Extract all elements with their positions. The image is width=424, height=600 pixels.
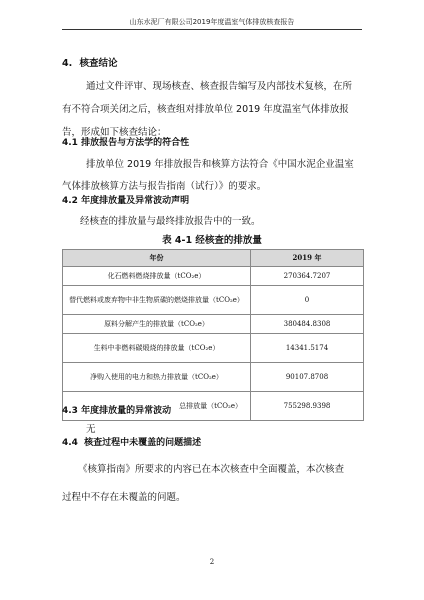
section-4-3-number: 4.3 <box>62 406 78 416</box>
table-row-value: 14341.5174 <box>251 334 364 363</box>
table-row <box>63 334 364 363</box>
section-4-para-line-1: 通过文件评审、现场核查、核查报告编写及内部技术复核，在所 <box>86 81 353 92</box>
section-4-heading <box>62 55 118 69</box>
table-row <box>63 286 364 315</box>
emissions-table <box>62 249 364 421</box>
section-4-para-line-3: 告，形成如下核查结论： <box>62 127 167 138</box>
section-4-2-para: 经核查的排放量与最终排放报告中的一致。 <box>80 216 261 227</box>
running-header: 山东水泥厂有限公司2019年度温室气体排放核查报告 <box>129 18 295 26</box>
table-row-value: 90107.8708 <box>251 363 364 392</box>
section-4-title: 核查结论 <box>79 58 118 69</box>
table-row-label: 化石燃料燃烧排放量（tCO₂e） <box>63 267 251 286</box>
table-row-label: 净购入使用的电力和热力排放量（tCO₂e） <box>63 363 251 392</box>
table-caption: 表 4-1 经核查的排放量 <box>162 235 262 246</box>
table-row-value: 380484.8308 <box>251 315 364 334</box>
section-4-4-para-line-2: 过程中不存在未覆盖的问题。 <box>62 492 186 503</box>
table-row-label: 总排放量（tCO₂e） <box>63 392 251 421</box>
section-4-3-para: 无 <box>86 424 96 435</box>
section-4-1-title: 排放报告与方法学的符合性 <box>81 138 190 148</box>
section-4-1-para-line-2: 气体排放核算方法与报告指南（试行）》的要求。 <box>62 181 267 192</box>
section-4-4-title: 核查过程中未覆盖的问题描述 <box>84 438 202 448</box>
section-4-number: 4. <box>62 58 73 69</box>
section-4-4-para-line-1: 《核算指南》所要求的内容已在本次核查中全面覆盖，本次核查 <box>78 464 345 475</box>
section-4-2-heading <box>62 193 189 206</box>
table-header-year: 年份 <box>63 250 251 267</box>
table-header-2019: 2019 年 <box>251 250 364 267</box>
header-rule <box>62 29 362 30</box>
table-header-row <box>63 250 364 267</box>
page-number: 2 <box>209 558 215 566</box>
section-4-para-line-2: 有不符合项关闭之后，核查组对排放单位 2019 年度温室气体排放报 <box>62 104 349 115</box>
section-4-4-heading <box>62 435 201 448</box>
section-4-2-number: 4.2 <box>62 196 78 206</box>
table-row-label: 原料分解产生的排放量（tCO₂e） <box>63 315 251 334</box>
table-row <box>63 363 364 392</box>
section-4-3-heading <box>62 403 171 416</box>
section-4-1-heading <box>62 135 189 148</box>
table-row-label: 生料中非燃料碳煅烧的排放量（tCO₂e） <box>63 334 251 363</box>
section-4-4-number: 4.4 <box>62 438 78 448</box>
table-row-value: 0 <box>251 286 364 315</box>
table-row-value: 755298.9398 <box>251 392 364 421</box>
section-4-1-para-line-1: 排放单位 2019 年排放报告和核算方法符合《中国水泥企业温室 <box>86 159 354 170</box>
table-row-value: 270364.7207 <box>251 267 364 286</box>
section-4-1-number: 4.1 <box>62 138 78 148</box>
table-row <box>63 315 364 334</box>
table-row-label: 替代燃料或废弃物中非生物质碳的燃烧排放量（tCO₂e） <box>63 286 251 315</box>
section-4-2-title: 年度排放量及异常波动声明 <box>81 196 190 206</box>
section-4-3-title: 年度排放量的异常波动 <box>81 406 172 416</box>
table-row <box>63 267 364 286</box>
